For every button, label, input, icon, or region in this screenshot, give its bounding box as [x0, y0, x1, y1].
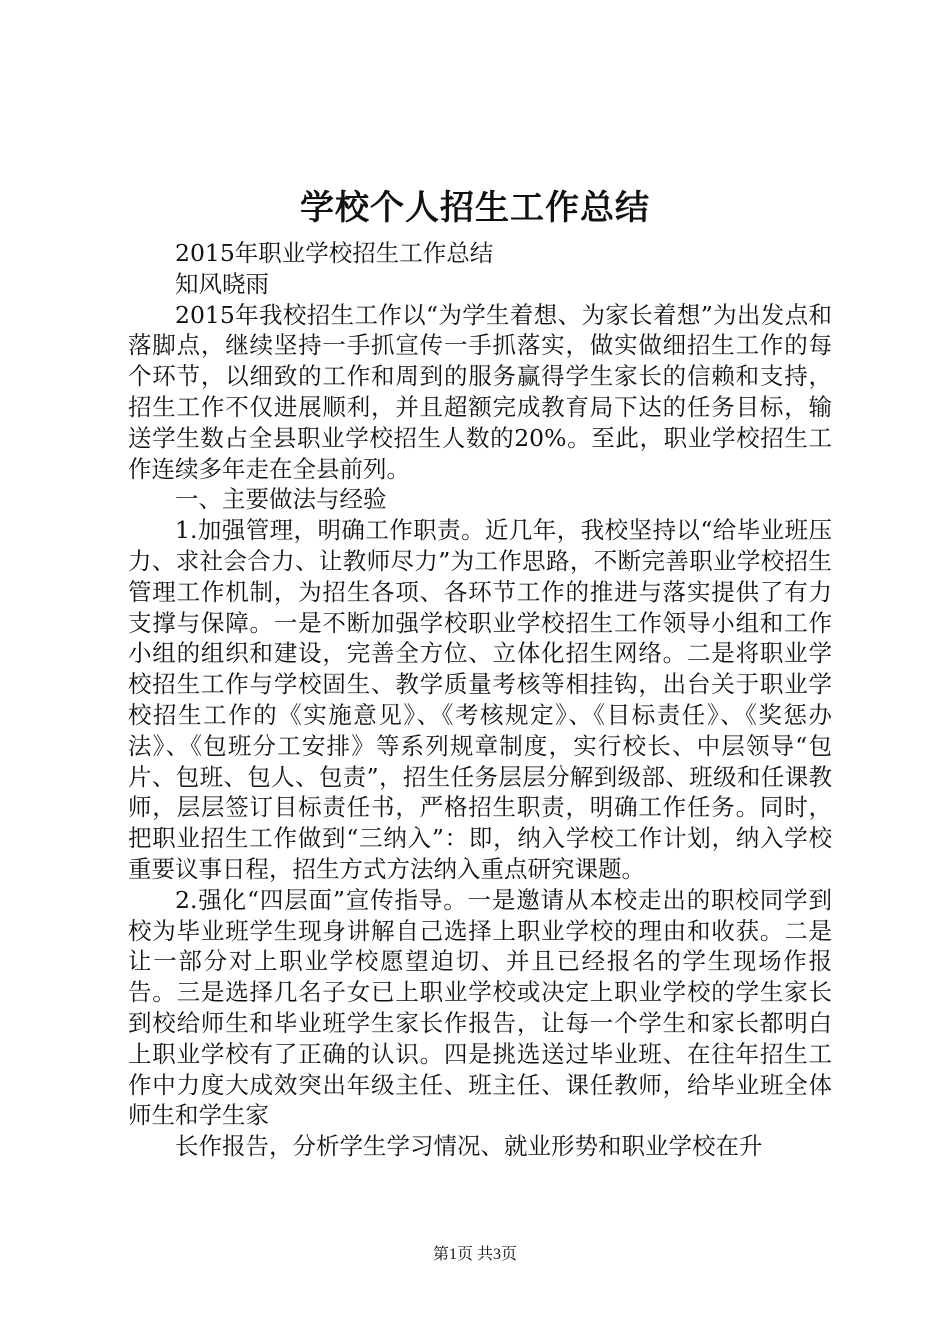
body-paragraph-continued: 长作报告，分析学生学习情况、就业形势和职业学校在升 — [175, 1132, 763, 1161]
subtitle-paragraph: 2015年职业学校招生工作总结 — [175, 239, 494, 267]
document-body — [128, 238, 832, 1162]
body-paragraph-management: 1.加强管理，明确工作职责。近几年，我校坚持以“给毕业班压力、求社会合力、让教师尽力”为工作思路，不断完善职业学校招生管理工作机制，为招生各项、各环节工作的推进与落实提供了有力支撑与保障。一是不断加强学校职业学校招生工作领导小组和工作小组的组织和建设，完善全方位、立体化招生网络。二是将职业学校招生工作与学校固生、教学质量考核等相挂钩，出台关于职业学校招生工作的《实施意见》、《考核规定》、《目标责任》、《奖惩办法》、《包班分工安排》等系列规章制度，实行校长、中层领导“包片、包班、包人、包责”，招生任务层层分解到级部、班级和任课教师，层层签订目标责任书，严格招生职责，明确工作任务。同时，把职业招生工作做到“三纳入”：即，纳入学校工作计划，纳入学校重要议事日程，招生方式方法纳入重点研究课题。 — [128, 516, 832, 883]
section-heading: 一、主要做法与经验 — [175, 485, 387, 514]
document-title: 学校个人招生工作总结 — [300, 188, 650, 228]
body-paragraph-publicity: 2.强化“四层面”宣传指导。一是邀请从本校走出的职校同学到校为毕业班学生现身讲解自己选择上职业学校的理由和收获。二是让一部分对上职业学校愿望迫切、并且已经报名的学生现场作报告。三是选择几名子女已上职业学校或决定上职业学校的学生家长到校给师生和毕业班学生家长作报告，让每一个学生和家长都明白上职业学校有了正确的认识。四是挑选送过毕业班、在往年招生工作中力度大成效突出年级主任、班主任、课任教师，给毕业班全体师生和学生家 — [128, 885, 832, 1130]
author-paragraph: 知风晓雨 — [175, 269, 269, 298]
intro-paragraph: 2015年我校招生工作以“为学生着想、为家长着想”为出发点和落脚点，继续坚持一手抓宣传一手抓落实，做实做细招生工作的每个环节，以细致的工作和周到的服务赢得学生家长的信赖和支持，招生工作不仅进展顺利，并且超额完成教育局下达的任务目标，输送学生数占全县职业学校招生人数的20%。至此，职业学校招生工作连续多年走在全县前列。 — [128, 300, 832, 483]
page-footer: 第1页 共3页 — [432, 1246, 517, 1263]
